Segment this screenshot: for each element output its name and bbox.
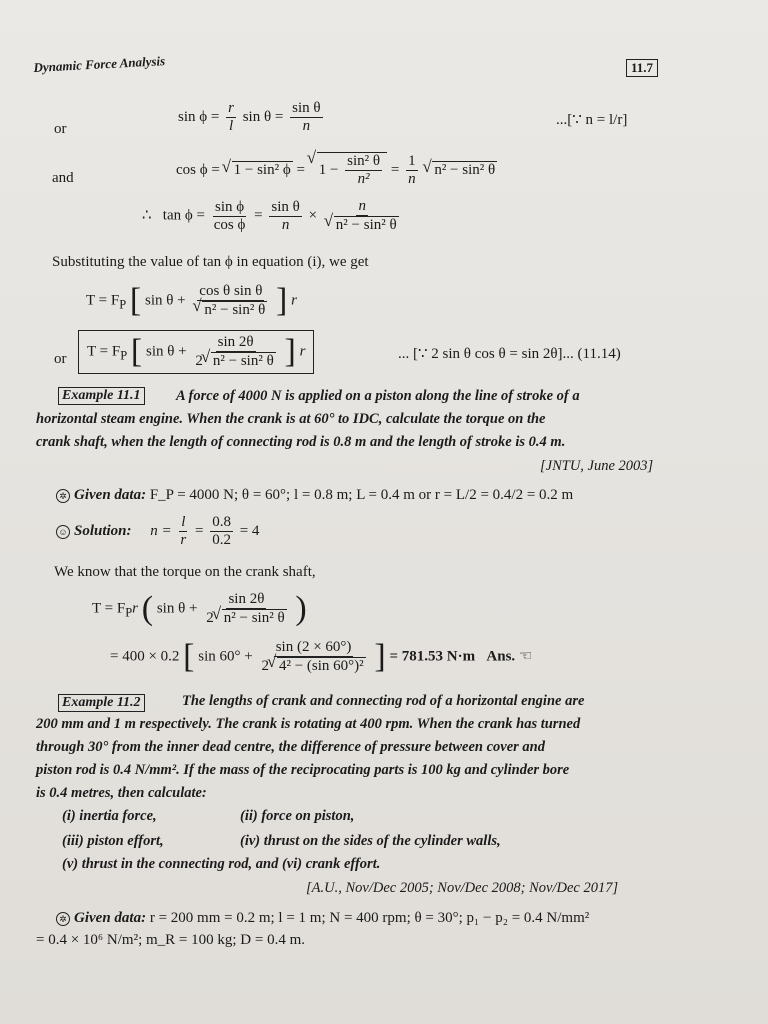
equation-torque: $T = F_P$ [ sin θ + cos θ sin θ √ n² − sin² θ ] r xyxy=(86,282,297,320)
calc-term: sin 60° + xyxy=(198,648,253,665)
eq4-lhs: T = F xyxy=(86,292,120,309)
given-data-label-2: Given data: xyxy=(74,910,147,926)
equation-sin-phi: sin ϕ = $\frac{r}{l}$ sin θ = $\frac{\text{sin θ}}{n}$ xyxy=(178,100,321,134)
eq5-sub: P xyxy=(120,348,128,363)
eq1-frac-den: l xyxy=(228,118,234,134)
eq5-note: ... [∵ 2 sin θ cos θ = sin 2θ]... (11.14) xyxy=(398,346,621,362)
we-know-text: We know that the torque on the crank shaft, xyxy=(54,564,316,580)
eq2-sqrt2 xyxy=(317,152,387,188)
calc-lhs: = 400 × 0.2 xyxy=(110,648,180,665)
eq2-sqrt3: √ n² − sin² θ xyxy=(432,161,497,179)
t-den: √ n² − sin² θ xyxy=(222,609,287,627)
eq4-den: √ n² − sin² θ xyxy=(202,301,267,319)
solution-icon: ☺ xyxy=(56,525,70,539)
item-iv: (iv) thrust on the sides of the cylinder walls, xyxy=(240,833,501,849)
example-11-2-line-3: through 30° from the inner dead centre, the difference of pressure between cover and xyxy=(36,739,545,755)
given-data-label: Given data: xyxy=(74,487,147,503)
eq1-rhs-frac xyxy=(290,100,322,135)
example-11-2-line-4: piston rod is 0.4 N/mm². If the mass of the reciprocating parts is 100 kg and cylinder bore xyxy=(36,762,570,778)
eq1-mid: sin θ xyxy=(242,108,272,125)
sol-f2-den: 0.2 xyxy=(212,532,231,548)
calc-num: sin (2 × 60°) xyxy=(275,639,352,655)
pointing-hand-icon: ☜ xyxy=(518,648,533,665)
eq1-note: ...[∵ n = l/r] xyxy=(556,112,628,128)
torque-calculation: = 400 × 0.2 [ sin 60° + $\frac{\sin (2 \times 60^\circ)}{\text{2√ 4² − (sin 60°)²}}$ ] = 781.53 N·m Ans. ☜ xyxy=(110,638,532,676)
eq1-lhs: sin ϕ xyxy=(178,108,208,125)
t-r: r xyxy=(132,600,138,617)
t-num: sin 2θ xyxy=(228,591,265,607)
calc-den: √ 4² − (sin 60°)² xyxy=(277,657,366,675)
eq1-frac-num: r xyxy=(228,100,234,116)
item-v-vi: (v) thrust in the connecting rod, and (vi) crank effort. xyxy=(62,856,381,872)
eq5-lhs: T = F xyxy=(87,343,121,360)
example-11-1-line-1: A force of 4000 N is applied on a piston along the line of stroke of a xyxy=(176,388,580,404)
therefore-symbol: ∴ xyxy=(142,207,152,224)
boxed-equation-11-14: $T = F_P$ [ sin θ + $\frac{\sin 2\theta}{\text{2√ n² − sin² θ}}$ ] r xyxy=(78,330,314,374)
given-data-line-2: = 0.4 × 10⁶ N/m²; m_R = 100 kg; D = 0.4 m. xyxy=(36,932,305,948)
example-11-2-source: [A.U., Nov/Dec 2005; Nov/Dec 2008; Nov/Dec 2017] xyxy=(306,880,619,896)
eq3-f1-num: sin ϕ xyxy=(214,198,245,215)
eq1-rhs-den: n xyxy=(302,118,311,134)
t-den-2: 2 xyxy=(206,610,214,626)
item-i: (i) inertia force, xyxy=(62,808,157,824)
calc-result: = 781.53 N·m xyxy=(389,648,476,665)
eq2-frac xyxy=(345,153,382,188)
eq2-rhs-frac xyxy=(406,153,418,188)
calc-den-2: 2 xyxy=(261,658,269,674)
solution-row: ☺ Solution: n = $\frac{l}{r}$ = $\frac{0.8}{0.2}$ = 4 xyxy=(56,514,259,549)
sol-f1-num: l xyxy=(181,514,186,530)
eq3-f3-num: n xyxy=(358,198,366,214)
example-11-1-source: [JNTU, June 2003] xyxy=(540,458,654,474)
page-number: 11.7 xyxy=(626,59,658,77)
item-ii: (ii) force on piston, xyxy=(240,808,355,824)
equation-cos-phi: cos ϕ = √ 1 − sin² ϕ = √ 1 − $\frac{\text{sin² θ}}{\text{n²}}$ = $\frac{1}{n}$ √ n² − sin² θ xyxy=(176,152,497,188)
solution-lhs: n = xyxy=(150,522,172,539)
or-label: or xyxy=(54,121,67,137)
given-data-icon: ✲ xyxy=(56,489,70,503)
running-header: Dynamic Force Analysis xyxy=(33,53,166,76)
and-label: and xyxy=(52,170,74,186)
eq3-f1-den: cos ϕ xyxy=(213,216,246,233)
eq2-lhs: cos ϕ xyxy=(176,161,208,178)
eq5-frac xyxy=(193,334,277,370)
sol-f2-num: 0.8 xyxy=(212,514,231,530)
example-11-2-line-1: The lengths of crank and connecting rod of a horizontal engine are xyxy=(182,693,585,709)
sol-frac-1 xyxy=(178,514,188,549)
eq3-f3 xyxy=(324,198,401,234)
torque-formula: $T = F_Pr$ ( sin θ + $\frac{\sin 2\theta}{\text{2√ n² − sin² θ}}$ ) xyxy=(92,590,307,628)
t-term: sin θ + xyxy=(156,600,198,617)
example-11-2-line-5: is 0.4 metres, then calculate: xyxy=(36,785,207,801)
eq2-frac-num: sin² θ xyxy=(347,153,381,169)
eq3-f1 xyxy=(212,199,248,234)
t-sub: P xyxy=(125,605,133,620)
example-11-1-label: Example 11.1 xyxy=(58,387,145,405)
given-data-text: F_P = 4000 N; θ = 60°; l = 0.8 m; L = 0.4 m or r = L/2 = 0.4/2 = 0.2 m xyxy=(149,487,574,503)
example-11-2-label: Example 11.2 xyxy=(58,694,145,712)
eq4-term: sin θ + xyxy=(144,292,186,309)
eq1-rhs-num: sin θ xyxy=(292,100,321,116)
eq2-sqrt1: √ 1 − sin² ϕ xyxy=(232,161,293,179)
answer-label: Ans. xyxy=(486,648,516,665)
eq2-one: 1 − xyxy=(318,161,339,178)
eq5-r: r xyxy=(299,343,306,360)
eq3-f3-den: √ n² − sin² θ xyxy=(334,216,399,234)
eq3-lhs: tan ϕ xyxy=(162,207,193,224)
equation-tan-phi: ∴ tan ϕ = $\frac{\text{sin ϕ}}{\text{cos ϕ}}$ = $\frac{\text{sin θ}}{n}$ × n √ n² − sin² θ xyxy=(142,198,404,234)
eq2-rhs-den: n xyxy=(408,171,416,187)
solution-label: Solution: xyxy=(74,522,132,539)
eq5-den-2: 2 xyxy=(195,353,203,369)
example-11-2-line-2: 200 mm and 1 m respectively. The crank is rotating at 400 rpm. When the crank has turned xyxy=(36,716,581,732)
example-11-1-line-3: crank shaft, when the length of connecting rod is 0.8 m and the length of stroke is 0.4 m. xyxy=(36,434,566,450)
eq3-f2-num: sin θ xyxy=(271,198,300,215)
or-label-2: or xyxy=(54,351,67,367)
item-iii: (iii) piston effort, xyxy=(62,833,164,849)
t-lhs: T = F xyxy=(92,600,126,617)
given-data-row xyxy=(56,487,573,504)
eq5-term: sin θ + xyxy=(145,343,187,360)
eq4-sub: P xyxy=(119,297,127,312)
example-11-1-line-2: horizontal steam engine. When the crank is at 60° to IDC, calculate the torque on the xyxy=(36,411,546,427)
t-frac xyxy=(204,591,288,627)
substituting-text: Substituting the value of tan ϕ in equation (i), we get xyxy=(52,254,369,270)
eq5-num: sin 2θ xyxy=(217,334,254,350)
eq2-rhs-num: 1 xyxy=(408,153,416,169)
sol-frac-2 xyxy=(210,514,233,549)
calc-frac xyxy=(259,639,367,675)
given-data-icon-2: ✲ xyxy=(56,912,70,926)
eq3-f2-den: n xyxy=(281,216,290,233)
given-data-row-2 xyxy=(56,910,589,927)
eq4-num: cos θ sin θ xyxy=(199,283,263,299)
eq4-r: r xyxy=(291,292,297,309)
solution-result: = 4 xyxy=(239,522,260,539)
eq4-frac xyxy=(192,283,269,319)
given-data-line-1: r = 200 mm = 0.2 m; l = 1 m; N = 400 rpm; θ = 30°; p₁ − p₂ = 0.4 N/mm² xyxy=(149,910,590,926)
sol-f1-den: r xyxy=(180,532,187,548)
eq2-frac-den: n² xyxy=(357,171,370,187)
eq1-frac xyxy=(226,100,236,135)
eq5-den: √ n² − sin² θ xyxy=(211,352,276,370)
eq3-f2 xyxy=(269,199,301,234)
